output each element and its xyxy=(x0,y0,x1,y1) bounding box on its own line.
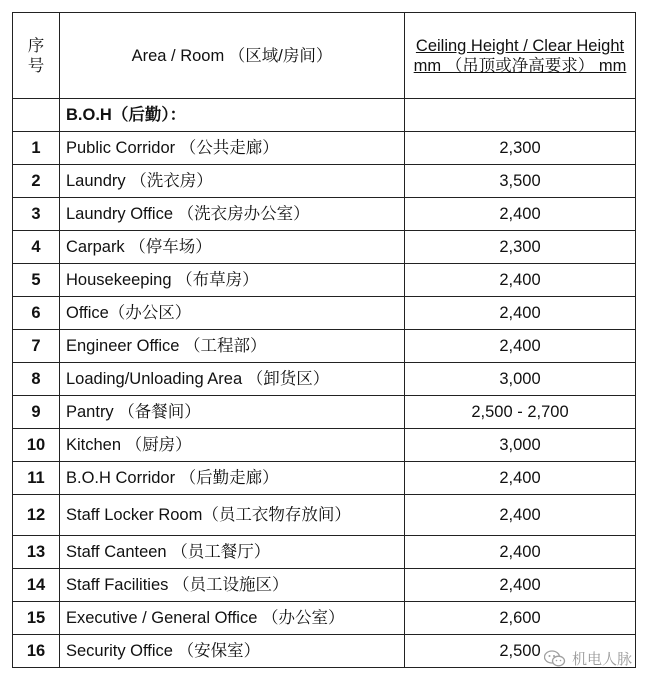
row-height-value: 2,400 xyxy=(405,569,636,602)
row-area: Laundry Office （洗衣房办公室） xyxy=(60,198,405,231)
table-row xyxy=(13,429,636,462)
row-area: Staff Canteen （员工餐厅） xyxy=(60,536,405,569)
table-row xyxy=(13,264,636,297)
row-area: Pantry （备餐间） xyxy=(60,396,405,429)
row-number: 8 xyxy=(13,363,60,396)
row-number: 16 xyxy=(13,635,60,668)
table-row xyxy=(13,132,636,165)
row-height-value: 2,500 - 2,700 xyxy=(405,396,636,429)
row-height-value: 2,400 xyxy=(405,462,636,495)
watermark xyxy=(544,648,632,669)
row-number: 3 xyxy=(13,198,60,231)
table-row xyxy=(13,231,636,264)
row-area: Public Corridor （公共走廊） xyxy=(60,132,405,165)
table-row xyxy=(13,297,636,330)
row-number: 10 xyxy=(13,429,60,462)
table-row xyxy=(13,569,636,602)
row-area: Laundry （洗衣房） xyxy=(60,165,405,198)
section-label: B.O.H（后勤）： xyxy=(60,99,405,132)
row-number: 13 xyxy=(13,536,60,569)
row-area: Staff Facilities （员工设施区） xyxy=(60,569,405,602)
table-row xyxy=(13,363,636,396)
table-row xyxy=(13,396,636,429)
row-area: B.O.H Corridor （后勤走廊） xyxy=(60,462,405,495)
row-area: Engineer Office （工程部） xyxy=(60,330,405,363)
row-area: Staff Locker Room（员工衣物存放间） xyxy=(60,495,405,536)
row-height-value: 2,500 xyxy=(405,635,636,668)
table-row xyxy=(13,602,636,635)
header-num-label: 序号 xyxy=(27,36,45,75)
ceiling-height-table xyxy=(12,12,636,668)
row-number: 12 xyxy=(13,495,60,536)
row-area: Security Office （安保室） xyxy=(60,635,405,668)
row-height-value: 2,400 xyxy=(405,297,636,330)
row-number: 6 xyxy=(13,297,60,330)
section-value-cell xyxy=(405,99,636,132)
row-height-value: 3,500 xyxy=(405,165,636,198)
row-number: 14 xyxy=(13,569,60,602)
section-num-cell xyxy=(13,99,60,132)
header-height xyxy=(405,13,636,99)
table-row xyxy=(13,495,636,536)
row-number: 9 xyxy=(13,396,60,429)
header-area: Area / Room （区域/房间） xyxy=(60,13,405,99)
table-row xyxy=(13,198,636,231)
table-row xyxy=(13,462,636,495)
header-height-label: Ceiling Height / Clear Height mm （吊顶或净高要求） mm xyxy=(413,36,627,75)
row-height-value: 3,000 xyxy=(405,363,636,396)
row-height-value: 2,400 xyxy=(405,330,636,363)
row-height-value: 2,400 xyxy=(405,264,636,297)
table-row xyxy=(13,635,636,668)
row-height-value: 3,000 xyxy=(405,429,636,462)
table-row xyxy=(13,165,636,198)
row-height-value: 2,300 xyxy=(405,132,636,165)
row-area: Carpark （停车场） xyxy=(60,231,405,264)
row-height-value: 2,300 xyxy=(405,231,636,264)
row-height-value: 2,600 xyxy=(405,602,636,635)
row-height-value: 2,400 xyxy=(405,495,636,536)
table-row xyxy=(13,536,636,569)
header-num xyxy=(13,13,60,99)
section-row xyxy=(13,99,636,132)
row-number: 7 xyxy=(13,330,60,363)
row-area: Housekeeping （布草房） xyxy=(60,264,405,297)
row-height-value: 2,400 xyxy=(405,198,636,231)
row-number: 5 xyxy=(13,264,60,297)
row-number: 4 xyxy=(13,231,60,264)
row-number: 15 xyxy=(13,602,60,635)
row-area: Executive / General Office （办公室） xyxy=(60,602,405,635)
table-row xyxy=(13,330,636,363)
row-number: 2 xyxy=(13,165,60,198)
row-number: 11 xyxy=(13,462,60,495)
row-height-value: 2,400 xyxy=(405,536,636,569)
row-area: Kitchen （厨房） xyxy=(60,429,405,462)
row-area: Loading/Unloading Area （卸货区） xyxy=(60,363,405,396)
table-header-row xyxy=(13,13,636,99)
row-number: 1 xyxy=(13,132,60,165)
row-area: Office（办公区） xyxy=(60,297,405,330)
watermark-text: 机电人脉 xyxy=(571,651,632,668)
wechat-icon xyxy=(544,650,566,668)
